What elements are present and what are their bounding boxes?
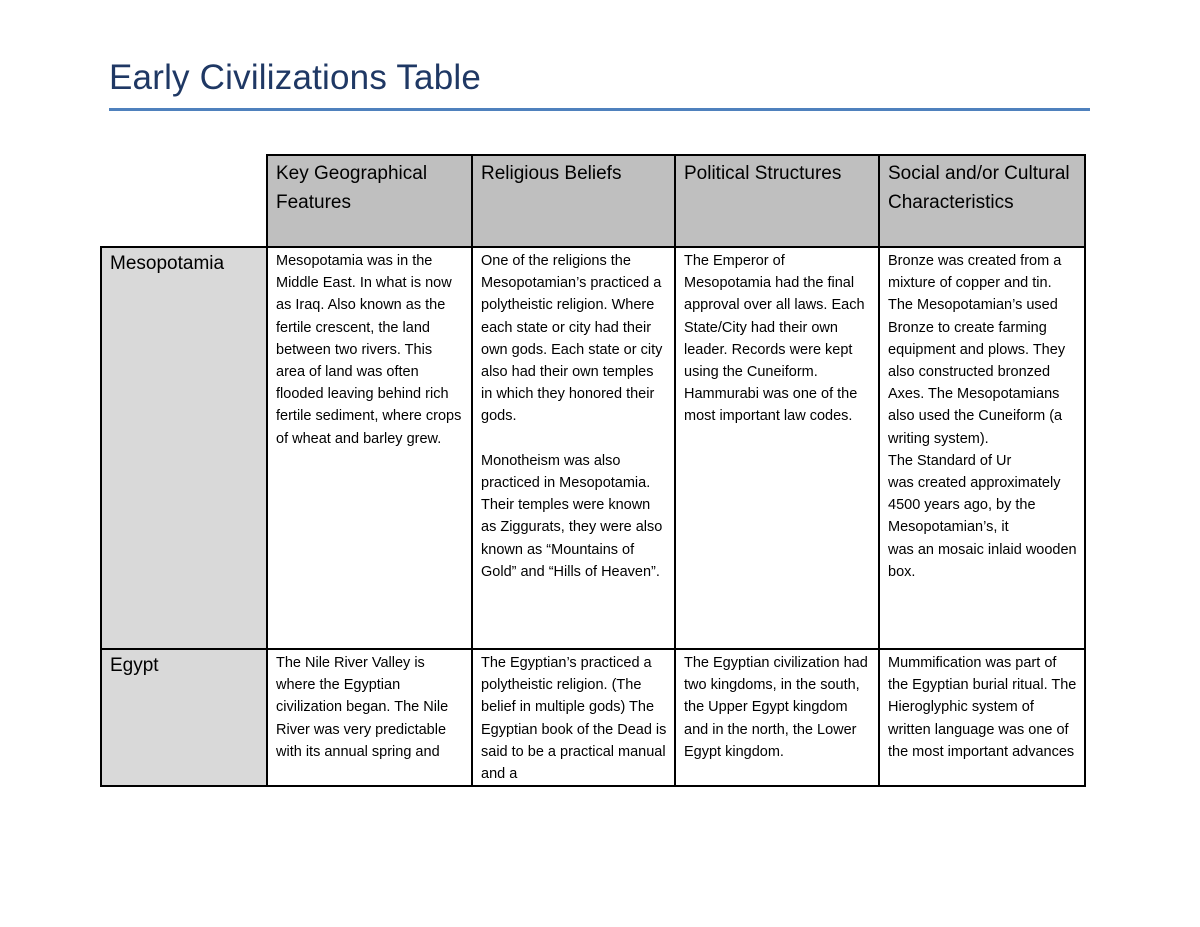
egypt-politics-cell: The Egyptian civilization had two kingdoms, in the south, the Upper Egypt kingdom and in the north, the Lower Egypt kingdom. (675, 649, 879, 786)
mesopotamia-religion-cell: One of the religions the Mesopotamian’s practiced a polytheistic religion. Where each state or city had their own gods. Each state or city also had their own temples in which they honored their gods. Monotheism was also practiced in Mesopotamia. Their temples were known as Ziggurats, they were also known as “Mountains of Gold” and “Hills of Heaven”. (472, 247, 675, 649)
mesopotamia-politics-cell: The Emperor of Mesopotamia had the final approval over all laws. Each State/City had their own leader. Records were kept using the Cuneiform. Hammurabi was one of the most important law codes. (675, 247, 879, 649)
egypt-social-cell: Mummification was part of the Egyptian burial ritual. The Hieroglyphic system of written language was one of the most important advances (879, 649, 1085, 786)
row-label-mesopotamia: Mesopotamia (101, 247, 267, 649)
mesopotamia-geography-cell: Mesopotamia was in the Middle East. In what is now as Iraq. Also known as the fertile crescent, the land between two rivers. This area of land was often flooded leaving behind rich fertile sediment, where crops of wheat and barley grew. (267, 247, 472, 649)
egypt-religion-cell: The Egyptian’s practiced a polytheistic religion. (The belief in multiple gods) The Egyptian book of the Dead is said to be a practical manual and a (472, 649, 675, 786)
header-cell-empty (101, 155, 267, 247)
header-religion: Religious Beliefs (472, 155, 675, 247)
header-social-cultural: Social and/or Cultural Characteristics (879, 155, 1085, 247)
table-row-egypt (101, 649, 1085, 786)
egypt-geography-cell: The Nile River Valley is where the Egyptian civilization began. The Nile River was very predictable with its annual spring and (267, 649, 472, 786)
page-title: Early Civilizations Table (109, 58, 482, 97)
header-geography: Key Geographical Features (267, 155, 472, 247)
mesopotamia-social-cell: Bronze was created from a mixture of copper and tin. The Mesopotamian’s used Bronze to create farming equipment and plows. They also constructed bronzed Axes. The Mesopotamians also used the Cuneiform (a writing system). The Standard of Ur was created approximately 4500 years ago, by the Mesopotamian’s, it was an mosaic inlaid wooden box. (879, 247, 1085, 649)
row-label-egypt: Egypt (101, 649, 267, 786)
header-row (101, 155, 1085, 247)
title-underline (109, 108, 1090, 111)
header-politics: Political Structures (675, 155, 879, 247)
table-row-mesopotamia (101, 247, 1085, 649)
civilizations-table (100, 154, 1086, 787)
